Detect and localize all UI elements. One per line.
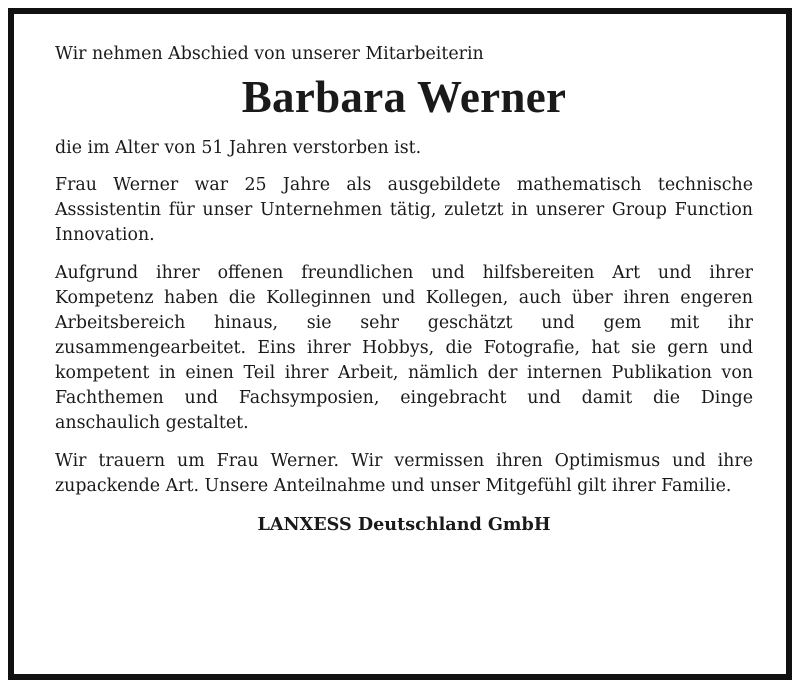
- intro-line: Wir nehmen Abschied von unserer Mitarbeiterin: [55, 44, 484, 64]
- paragraph-career: Frau Werner war 25 Jahre als ausgebildete mathematisch technische Asssistentin für unser Unternehmen tätig, zuletzt in unserer Group Function Innovation.: [55, 175, 753, 245]
- obituary-notice-frame: [8, 8, 792, 680]
- deceased-name: Barbara Werner: [241, 72, 567, 122]
- company-signature: LANXESS Deutschland GmbH: [257, 514, 551, 535]
- paragraph-character: Aufgrund ihrer offenen freundlichen und hilfsbereiten Art und ihrer Kompetenz haben die Kolleginnen und Kollegen, auch über ihren engeren Arbeitsbereich hinaus, sie sehr geschätzt und gem mit ihr zusammengearbeitet. Eins ihrer Hobbys, die Fotografie, hat sie gern und kompetent in einen Teil ihrer Arbeit, nämlich der internen Publikation von Fachthemen und Fachsymposien, eingebracht und damit die Dinge anschaulich gestaltet.: [55, 263, 753, 433]
- paragraph-mourning: Wir trauern um Frau Werner. Wir vermissen ihren Optimismus und ihre zupackende Art. Unsere Anteilnahme und unser Mitgefühl gilt ihrer Familie.: [55, 451, 753, 496]
- age-line: die im Alter von 51 Jahren verstorben ist.: [55, 138, 422, 158]
- obituary-notice-content: [55, 42, 753, 537]
